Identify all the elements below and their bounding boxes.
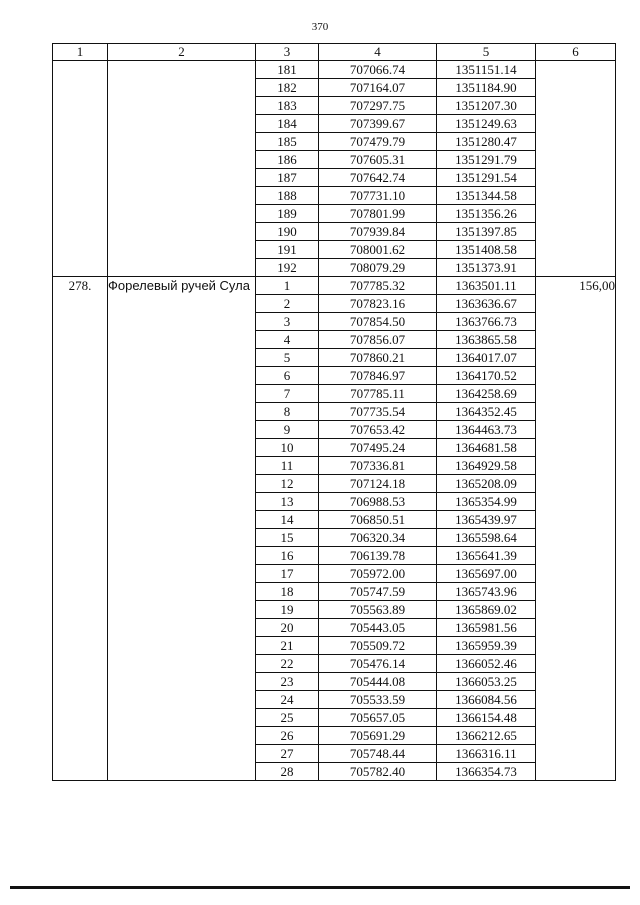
coordinate-y: 1351408.58 xyxy=(437,241,536,259)
coordinate-y: 1351151.14 xyxy=(437,61,536,79)
point-number: 25 xyxy=(256,709,319,727)
section-area xyxy=(536,61,616,277)
coordinate-y: 1365598.64 xyxy=(437,529,536,547)
point-number: 14 xyxy=(256,511,319,529)
coordinate-y: 1365697.00 xyxy=(437,565,536,583)
coordinate-y: 1364258.69 xyxy=(437,385,536,403)
coordinate-x: 705972.00 xyxy=(319,565,437,583)
coordinate-y: 1365981.56 xyxy=(437,619,536,637)
point-number: 190 xyxy=(256,223,319,241)
coordinate-y: 1366212.65 xyxy=(437,727,536,745)
coordinate-y: 1351249.63 xyxy=(437,115,536,133)
coordinate-y: 1363766.73 xyxy=(437,313,536,331)
table-body xyxy=(53,61,616,781)
coordinate-x: 705747.59 xyxy=(319,583,437,601)
coordinate-x: 705563.89 xyxy=(319,601,437,619)
point-number: 28 xyxy=(256,763,319,781)
coordinate-y: 1351373.91 xyxy=(437,259,536,277)
point-number: 11 xyxy=(256,457,319,475)
coordinate-x: 707642.74 xyxy=(319,169,437,187)
point-number: 192 xyxy=(256,259,319,277)
point-number: 3 xyxy=(256,313,319,331)
column-header: 3 xyxy=(256,44,319,61)
column-header: 6 xyxy=(536,44,616,61)
coordinate-x: 706320.34 xyxy=(319,529,437,547)
coordinate-x: 705476.14 xyxy=(319,655,437,673)
coordinate-y: 1366052.46 xyxy=(437,655,536,673)
point-number: 187 xyxy=(256,169,319,187)
coordinate-x: 707605.31 xyxy=(319,151,437,169)
coordinate-y: 1365743.96 xyxy=(437,583,536,601)
coordinate-x: 705657.05 xyxy=(319,709,437,727)
coordinate-x: 707479.79 xyxy=(319,133,437,151)
coordinate-y: 1364463.73 xyxy=(437,421,536,439)
column-header: 2 xyxy=(108,44,256,61)
coordinate-x: 706988.53 xyxy=(319,493,437,511)
coordinate-x: 707731.10 xyxy=(319,187,437,205)
coordinate-x: 707846.97 xyxy=(319,367,437,385)
coordinate-x: 707854.50 xyxy=(319,313,437,331)
coordinate-x: 707860.21 xyxy=(319,349,437,367)
coordinate-x: 707164.07 xyxy=(319,79,437,97)
coordinate-x: 705444.08 xyxy=(319,673,437,691)
coordinate-y: 1366154.48 xyxy=(437,709,536,727)
coordinate-x: 705443.05 xyxy=(319,619,437,637)
coordinate-x: 705748.44 xyxy=(319,745,437,763)
point-number: 191 xyxy=(256,241,319,259)
coordinate-x: 708001.62 xyxy=(319,241,437,259)
coordinate-y: 1351280.47 xyxy=(437,133,536,151)
coordinate-y: 1364017.07 xyxy=(437,349,536,367)
coordinate-y: 1351344.58 xyxy=(437,187,536,205)
section-number: 278. xyxy=(53,277,108,781)
coordinate-y: 1363865.58 xyxy=(437,331,536,349)
point-number: 189 xyxy=(256,205,319,223)
point-number: 12 xyxy=(256,475,319,493)
point-number: 19 xyxy=(256,601,319,619)
table-header xyxy=(53,44,616,61)
table-row xyxy=(53,277,616,295)
bottom-rule xyxy=(10,886,630,889)
coordinate-x: 706139.78 xyxy=(319,547,437,565)
coordinate-y: 1365869.02 xyxy=(437,601,536,619)
coordinate-x: 708079.29 xyxy=(319,259,437,277)
point-number: 7 xyxy=(256,385,319,403)
coordinate-x: 705533.59 xyxy=(319,691,437,709)
point-number: 186 xyxy=(256,151,319,169)
coordinate-x: 707785.11 xyxy=(319,385,437,403)
coordinate-y: 1351356.26 xyxy=(437,205,536,223)
coordinate-x: 707801.99 xyxy=(319,205,437,223)
point-number: 21 xyxy=(256,637,319,655)
coordinate-x: 707336.81 xyxy=(319,457,437,475)
coordinate-x: 707856.07 xyxy=(319,331,437,349)
point-number: 20 xyxy=(256,619,319,637)
point-number: 181 xyxy=(256,61,319,79)
coordinate-x: 705782.40 xyxy=(319,763,437,781)
coordinate-y: 1365208.09 xyxy=(437,475,536,493)
point-number: 185 xyxy=(256,133,319,151)
column-header: 4 xyxy=(319,44,437,61)
coordinate-y: 1363501.11 xyxy=(437,277,536,295)
point-number: 184 xyxy=(256,115,319,133)
point-number: 17 xyxy=(256,565,319,583)
coordinate-y: 1364170.52 xyxy=(437,367,536,385)
coordinate-x: 707785.32 xyxy=(319,277,437,295)
coordinate-x: 706850.51 xyxy=(319,511,437,529)
coordinate-y: 1365959.39 xyxy=(437,637,536,655)
coordinate-y: 1364681.58 xyxy=(437,439,536,457)
point-number: 23 xyxy=(256,673,319,691)
section-number xyxy=(53,61,108,277)
coordinate-x: 707495.24 xyxy=(319,439,437,457)
coordinate-x: 707653.42 xyxy=(319,421,437,439)
column-header: 1 xyxy=(53,44,108,61)
point-number: 16 xyxy=(256,547,319,565)
coordinate-x: 705691.29 xyxy=(319,727,437,745)
coordinate-y: 1351207.30 xyxy=(437,97,536,115)
point-number: 26 xyxy=(256,727,319,745)
coordinate-y: 1364352.45 xyxy=(437,403,536,421)
coordinate-x: 705509.72 xyxy=(319,637,437,655)
point-number: 10 xyxy=(256,439,319,457)
coordinate-y: 1351291.54 xyxy=(437,169,536,187)
coordinate-y: 1351184.90 xyxy=(437,79,536,97)
point-number: 22 xyxy=(256,655,319,673)
point-number: 2 xyxy=(256,295,319,313)
coordinate-x: 707399.67 xyxy=(319,115,437,133)
table-row xyxy=(53,61,616,79)
coordinate-y: 1364929.58 xyxy=(437,457,536,475)
coordinate-y: 1365439.97 xyxy=(437,511,536,529)
header-row xyxy=(53,44,616,61)
point-number: 188 xyxy=(256,187,319,205)
coordinate-x: 707124.18 xyxy=(319,475,437,493)
coordinate-y: 1351291.79 xyxy=(437,151,536,169)
point-number: 5 xyxy=(256,349,319,367)
point-number: 24 xyxy=(256,691,319,709)
coordinate-y: 1351397.85 xyxy=(437,223,536,241)
coordinate-y: 1366354.73 xyxy=(437,763,536,781)
point-number: 1 xyxy=(256,277,319,295)
coordinate-x: 707066.74 xyxy=(319,61,437,79)
coordinate-y: 1366084.56 xyxy=(437,691,536,709)
coordinate-y: 1366053.25 xyxy=(437,673,536,691)
point-number: 9 xyxy=(256,421,319,439)
point-number: 183 xyxy=(256,97,319,115)
point-number: 8 xyxy=(256,403,319,421)
coordinate-x: 707297.75 xyxy=(319,97,437,115)
coordinate-x: 707823.16 xyxy=(319,295,437,313)
section-name xyxy=(108,61,256,277)
coordinate-x: 707939.84 xyxy=(319,223,437,241)
coordinate-y: 1366316.11 xyxy=(437,745,536,763)
point-number: 13 xyxy=(256,493,319,511)
coordinates-table xyxy=(52,43,616,781)
coordinate-y: 1365354.99 xyxy=(437,493,536,511)
point-number: 27 xyxy=(256,745,319,763)
page-number: 370 xyxy=(311,21,329,33)
section-area: 156,00 xyxy=(536,277,616,781)
column-header: 5 xyxy=(437,44,536,61)
point-number: 6 xyxy=(256,367,319,385)
coordinate-y: 1365641.39 xyxy=(437,547,536,565)
point-number: 15 xyxy=(256,529,319,547)
point-number: 4 xyxy=(256,331,319,349)
section-name: Форелевый ручей Сула xyxy=(108,277,256,781)
point-number: 18 xyxy=(256,583,319,601)
coordinate-x: 707735.54 xyxy=(319,403,437,421)
coordinate-y: 1363636.67 xyxy=(437,295,536,313)
point-number: 182 xyxy=(256,79,319,97)
